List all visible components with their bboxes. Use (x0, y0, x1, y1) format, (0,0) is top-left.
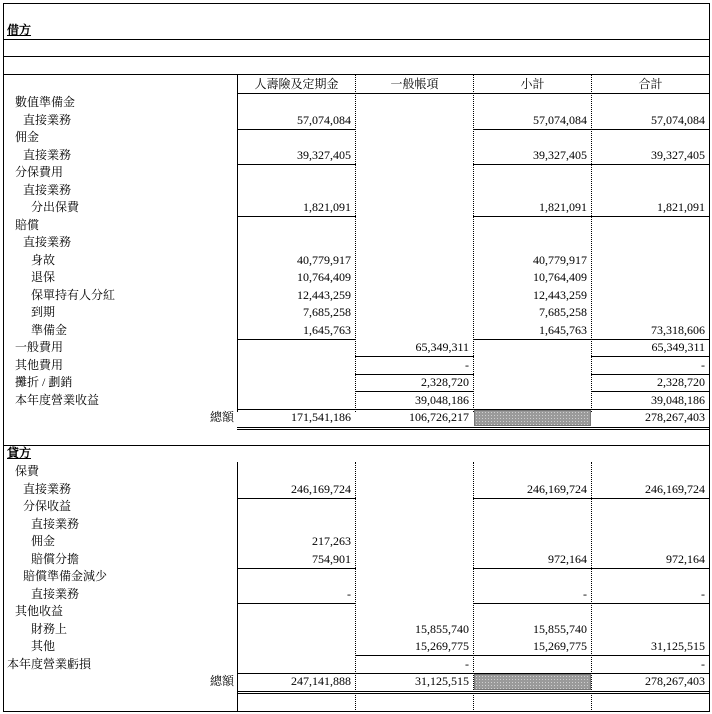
debit-total-label: 總額 (209, 410, 234, 424)
credit-row-label: 賠償分擔 (31, 551, 80, 566)
debit-row-value: - (465, 357, 469, 372)
debit-row-label: 賠償 (15, 217, 40, 232)
blank-row-rule (3, 56, 710, 57)
debit-row-value: 1,821,091 (539, 200, 587, 214)
credit-row-label: 財務上 (31, 621, 68, 636)
credit-subtotal-rule (473, 568, 592, 569)
debit-row-value: 12,443,259 (297, 287, 351, 302)
debit-subtotal-rule (591, 356, 710, 357)
debit-subtotal-rule (237, 129, 356, 130)
debit-subtotal-rule (355, 356, 474, 357)
debit-row-label: 直接業務 (23, 182, 72, 197)
credit-row-value: - (701, 586, 705, 601)
debit-subtotal-rule (591, 339, 710, 340)
title-bottom-rule (3, 39, 710, 40)
debit-row-value: 39,327,405 (651, 147, 705, 162)
debit-row-value: 7,685,258 (539, 305, 587, 319)
credit-row-label: 分保收益 (23, 499, 72, 513)
debit-title: 借方 (7, 23, 32, 37)
debit-subtotal-rule (591, 129, 710, 130)
credit-row-value: 15,269,775 (415, 639, 469, 653)
credit-row-value: - (701, 656, 705, 671)
debit-subtotal-rule (591, 216, 710, 217)
debit-row-label: 到期 (31, 305, 56, 319)
col-header-subtotal: 小計 (520, 77, 545, 91)
debit-total-value: 278,267,403 (645, 410, 705, 424)
credit-section-rule (3, 445, 710, 446)
debit-row-value: 39,048,186 (651, 392, 705, 407)
credit-subtotal-rule (591, 568, 710, 569)
debit-row-value: - (701, 357, 705, 372)
debit-row-label: 攤折 / 劃銷 (15, 375, 73, 389)
debit-total-shaded-cell (474, 410, 591, 426)
credit-row-value: 246,169,724 (527, 481, 587, 496)
debit-row-value: 1,821,091 (657, 200, 705, 214)
credit-total-shaded-cell (474, 674, 591, 690)
credit-row-value: 246,169,724 (291, 481, 351, 496)
col-header-general: 一般帳項 (390, 77, 439, 91)
debit-subtotal-rule (473, 216, 592, 217)
debit-subtotal-rule (237, 164, 356, 165)
debit-subtotal-rule (237, 216, 356, 217)
debit-row-label: 保單持有人分紅 (31, 287, 116, 302)
debit-subtotal-rule (237, 339, 356, 340)
credit-row-value: - (465, 656, 469, 671)
debit-subtotal-rule (591, 391, 710, 392)
debit-row-value: 2,328,720 (657, 375, 705, 389)
credit-row-value: - (583, 586, 587, 601)
credit-subtotal-rule (473, 603, 592, 604)
debit-total-double-rule (237, 427, 710, 430)
credit-row-value: - (347, 586, 351, 601)
debit-row-value: 39,327,405 (533, 147, 587, 162)
credit-row-value: 972,164 (666, 551, 705, 566)
debit-row-label: 直接業務 (23, 147, 72, 162)
debit-row-label: 直接業務 (23, 112, 72, 127)
credit-row-label: 直接業務 (31, 516, 80, 531)
credit-subtotal-rule (473, 498, 592, 499)
credit-row-label: 本年度營業虧損 (7, 656, 92, 671)
debit-row-label: 數值準備金 (15, 95, 76, 109)
debit-row-value: 65,349,311 (651, 340, 705, 354)
credit-row-label: 直接業務 (23, 481, 72, 496)
credit-subtotal-rule (473, 655, 592, 656)
credit-subtotal-rule (591, 603, 710, 604)
debit-subtotal-rule (591, 374, 710, 375)
credit-total-value: 278,267,403 (645, 674, 705, 688)
debit-row-value: 39,048,186 (415, 392, 469, 407)
debit-row-value: 10,764,409 (297, 270, 351, 284)
debit-row-value: 2,328,720 (421, 375, 469, 389)
credit-row-value: 15,855,740 (533, 621, 587, 636)
credit-row-value: 754,901 (312, 551, 351, 566)
credit-row-label: 佣金 (31, 534, 56, 548)
credit-row-value: 15,855,740 (415, 621, 469, 636)
debit-row-label: 其他費用 (15, 357, 64, 372)
header-top-rule (3, 74, 710, 75)
debit-row-value: 73,318,606 (651, 322, 705, 337)
debit-row-value: 12,443,259 (533, 287, 587, 302)
debit-row-value: 40,779,917 (533, 252, 587, 267)
debit-row-label: 準備金 (31, 322, 68, 337)
credit-row-label: 其他收益 (15, 604, 64, 618)
debit-row-label: 分出保費 (31, 200, 80, 214)
debit-subtotal-rule (591, 164, 710, 165)
col-header-total: 合計 (638, 77, 663, 91)
debit-row-value: 40,779,917 (297, 252, 351, 267)
credit-row-value: 246,169,724 (645, 481, 705, 496)
col-header-life: 人壽險及定期金 (254, 77, 339, 91)
debit-row-label: 本年度營業收益 (15, 392, 100, 407)
credit-subtotal-rule (237, 603, 356, 604)
debit-subtotal-rule (473, 164, 592, 165)
credit-row-label: 賠償準備金減少 (23, 569, 108, 583)
debit-row-value: 1,645,763 (539, 322, 587, 337)
credit-row-label: 直接業務 (31, 586, 80, 601)
credit-total-value: 31,125,515 (415, 674, 469, 688)
debit-row-value: 1,645,763 (303, 322, 351, 337)
credit-row-label: 保費 (15, 464, 40, 478)
credit-row-value: 15,269,775 (533, 639, 587, 653)
debit-row-value: 65,349,311 (415, 340, 469, 354)
credit-row-value: 31,125,515 (651, 639, 705, 653)
debit-subtotal-rule (355, 391, 474, 392)
debit-total-value: 106,726,217 (409, 410, 469, 424)
debit-total-value: 171,541,186 (291, 410, 351, 424)
credit-subtotal-rule (355, 655, 474, 656)
debit-row-value: 1,821,091 (303, 200, 351, 214)
debit-row-label: 直接業務 (23, 235, 72, 249)
credit-title: 貸方 (7, 446, 32, 460)
debit-row-label: 退保 (31, 270, 56, 284)
credit-total-double-rule (237, 691, 710, 694)
debit-row-label: 一般費用 (15, 340, 64, 354)
credit-total-label: 總額 (209, 674, 234, 688)
debit-row-value: 7,685,258 (303, 305, 351, 319)
debit-subtotal-rule (355, 374, 474, 375)
credit-row-label: 其他 (31, 639, 56, 653)
credit-row-value: 217,263 (312, 534, 351, 548)
debit-row-value: 57,074,084 (533, 112, 587, 127)
credit-subtotal-rule (237, 568, 356, 569)
debit-row-label: 身故 (31, 252, 56, 267)
credit-row-value: 972,164 (548, 551, 587, 566)
credit-subtotal-rule (237, 498, 356, 499)
debit-row-value: 57,074,084 (651, 112, 705, 127)
credit-total-value: 247,141,888 (291, 674, 351, 688)
credit-subtotal-rule (591, 655, 710, 656)
credit-subtotal-rule (591, 498, 710, 499)
debit-row-value: 57,074,084 (297, 112, 351, 127)
debit-subtotal-rule (473, 339, 592, 340)
debit-row-label: 佣金 (15, 130, 40, 144)
debit-row-label: 分保費用 (15, 165, 64, 179)
debit-row-value: 39,327,405 (297, 147, 351, 162)
debit-subtotal-rule (473, 129, 592, 130)
debit-row-value: 10,764,409 (533, 270, 587, 284)
